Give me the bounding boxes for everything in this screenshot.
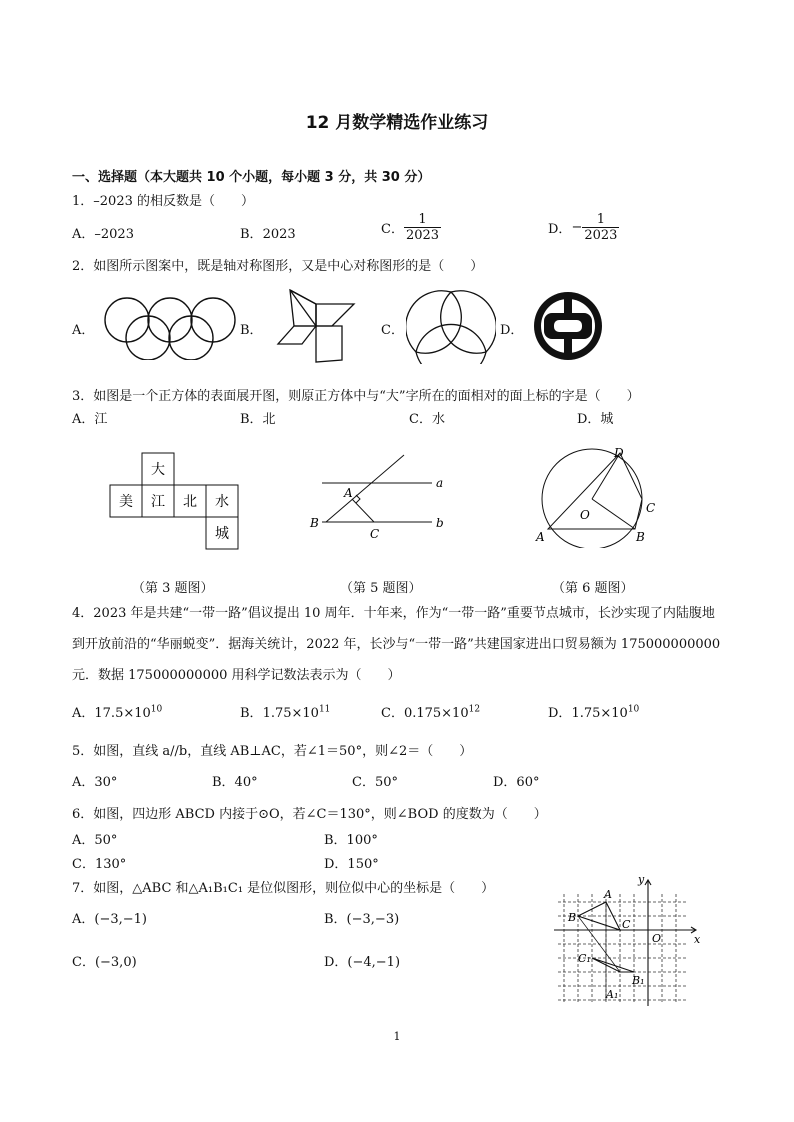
caption-fig6: （第 6 题图） (552, 581, 634, 596)
q7-option-b: B．(−3,−3) (324, 912, 400, 927)
q5-option-b: B．40° (212, 775, 258, 790)
q6-option-d: D．150° (324, 857, 379, 872)
q4-option-c: C．$0.175\times 10^{12}$ (381, 704, 481, 721)
section-heading: 一、选择题（本大题共 10 个小题，每小题 3 分，共 30 分） (72, 170, 431, 185)
fig5-label-B: B (310, 516, 319, 530)
q3-stem: 3．如图是一个正方体的表面展开图，则原正方体中与“大”字所在的面相对的面上标的字是（ ） (72, 389, 640, 404)
q2-stem: 2．如图所示图案中，既是轴对称图形，又是中心对称图形的是（ ） (72, 259, 484, 274)
q5-stem: 5．如图，直线 a//b，直线 AB⊥AC，若∠1＝50°，则∠2＝（ ） (72, 744, 473, 759)
fig7-label-B1: B₁ (632, 974, 645, 987)
fig6-label-A: A (536, 530, 545, 544)
fig7-label-A: A (604, 888, 612, 901)
q5-parallel-lines-figure (304, 450, 454, 550)
q7-stem: 7．如图，△ABC 和△A₁B₁C₁ 是位似图形，则位似中心的坐标是（ ） (72, 881, 495, 896)
q2-label-c: C． (381, 323, 404, 338)
cube-face-top: 大 (151, 462, 165, 478)
q4-option-a: A．$17.5\times 10^{10}$ (72, 704, 163, 721)
fig7-label-B: B (568, 911, 577, 924)
fig7-label-x: x (694, 933, 701, 946)
fig5-label-b: b (436, 516, 444, 530)
fig7-label-C1: C₁ (578, 952, 591, 965)
page-number: 1 (393, 1030, 401, 1043)
triquetra-figure (406, 288, 496, 364)
q2-label-b: B． (240, 323, 263, 338)
fig5-label-A: A (344, 486, 353, 500)
q6-stem: 6．如图，四边形 ABCD 内接于⊙O，若∠C＝130°，则∠BOD 的度数为（ ） (72, 807, 547, 822)
q3-option-c: C．水 (409, 412, 445, 427)
q4-paragraph: 4．2023 年是共建“一带一路”倡议提出 10 周年．十年来，作为“一带一路”重要节点城市，长沙实现了内陆腹地到开放前沿的“华丽蜕变”．据海关统计，2022 年，长沙与“一带一路”共建国家进出口贸易额为 175000000000 元．数据 175000000000 用科学记数法表示为（ ） (72, 606, 721, 683)
cube-face-4: 水 (215, 494, 229, 510)
q5-option-c: C．50° (352, 775, 398, 790)
q1-option-d: D．− $\frac{1}{2023}$ (548, 212, 618, 243)
q2-label-d: D． (500, 323, 524, 338)
q6-option-a: A．50° (72, 833, 118, 848)
q1-stem: 1．–2023 的相反数是（ ） (72, 194, 254, 209)
cube-face-1: 美 (119, 494, 133, 510)
fig7-label-y: y (638, 874, 645, 886)
fig6-label-O: O (580, 508, 590, 522)
q3-option-b: B．北 (240, 412, 276, 427)
cube-face-2: 江 (151, 494, 165, 510)
q6-option-c: C．130° (72, 857, 127, 872)
page-title: 12 月数学精选作业练习 (305, 113, 489, 133)
q3-option-d: D．城 (577, 412, 614, 427)
cube-face-bottom: 城 (215, 526, 229, 542)
fig7-label-A1: A₁ (606, 988, 619, 1001)
coin-symbol-figure (530, 288, 606, 364)
q4-option-b: B．$1.75\times 10^{11}$ (240, 704, 331, 721)
caption-fig3: （第 3 题图） (132, 581, 214, 596)
fig7-label-C: C (622, 918, 631, 931)
olympic-rings-figure (100, 290, 260, 360)
q6-option-b: B．100° (324, 833, 378, 848)
q5-option-d: D．60° (493, 775, 540, 790)
q7-option-d: D．(−4,−1) (324, 955, 401, 970)
fig6-label-B: B (636, 530, 645, 544)
q7-option-a: A．(−3,−1) (72, 912, 147, 927)
cube-net-figure (108, 452, 242, 550)
fig5-label-a: a (436, 476, 444, 490)
q3-option-a: A．江 (72, 412, 108, 427)
q5-option-a: A．30° (72, 775, 118, 790)
q7-coordinate-grid-figure (548, 874, 708, 1006)
q2-label-a: A． (72, 323, 95, 338)
q1-option-b: B．2023 (240, 227, 296, 242)
cube-face-3: 北 (183, 494, 197, 510)
q1-option-c: C． $\frac{1}{2023}$ (381, 212, 440, 243)
q1-option-a: A．–2023 (72, 227, 134, 242)
fig5-label-C: C (370, 527, 380, 541)
pinwheel-figure (272, 284, 362, 368)
fig7-label-O: O (652, 932, 662, 945)
caption-fig5: （第 5 题图） (340, 581, 422, 596)
fig6-label-D: D (614, 446, 624, 460)
q7-option-c: C．(−3,0) (72, 955, 137, 970)
q6-circle-figure (530, 444, 670, 548)
fig6-label-C: C (646, 501, 656, 515)
q4-option-d: D．$1.75\times 10^{10}$ (548, 704, 640, 721)
